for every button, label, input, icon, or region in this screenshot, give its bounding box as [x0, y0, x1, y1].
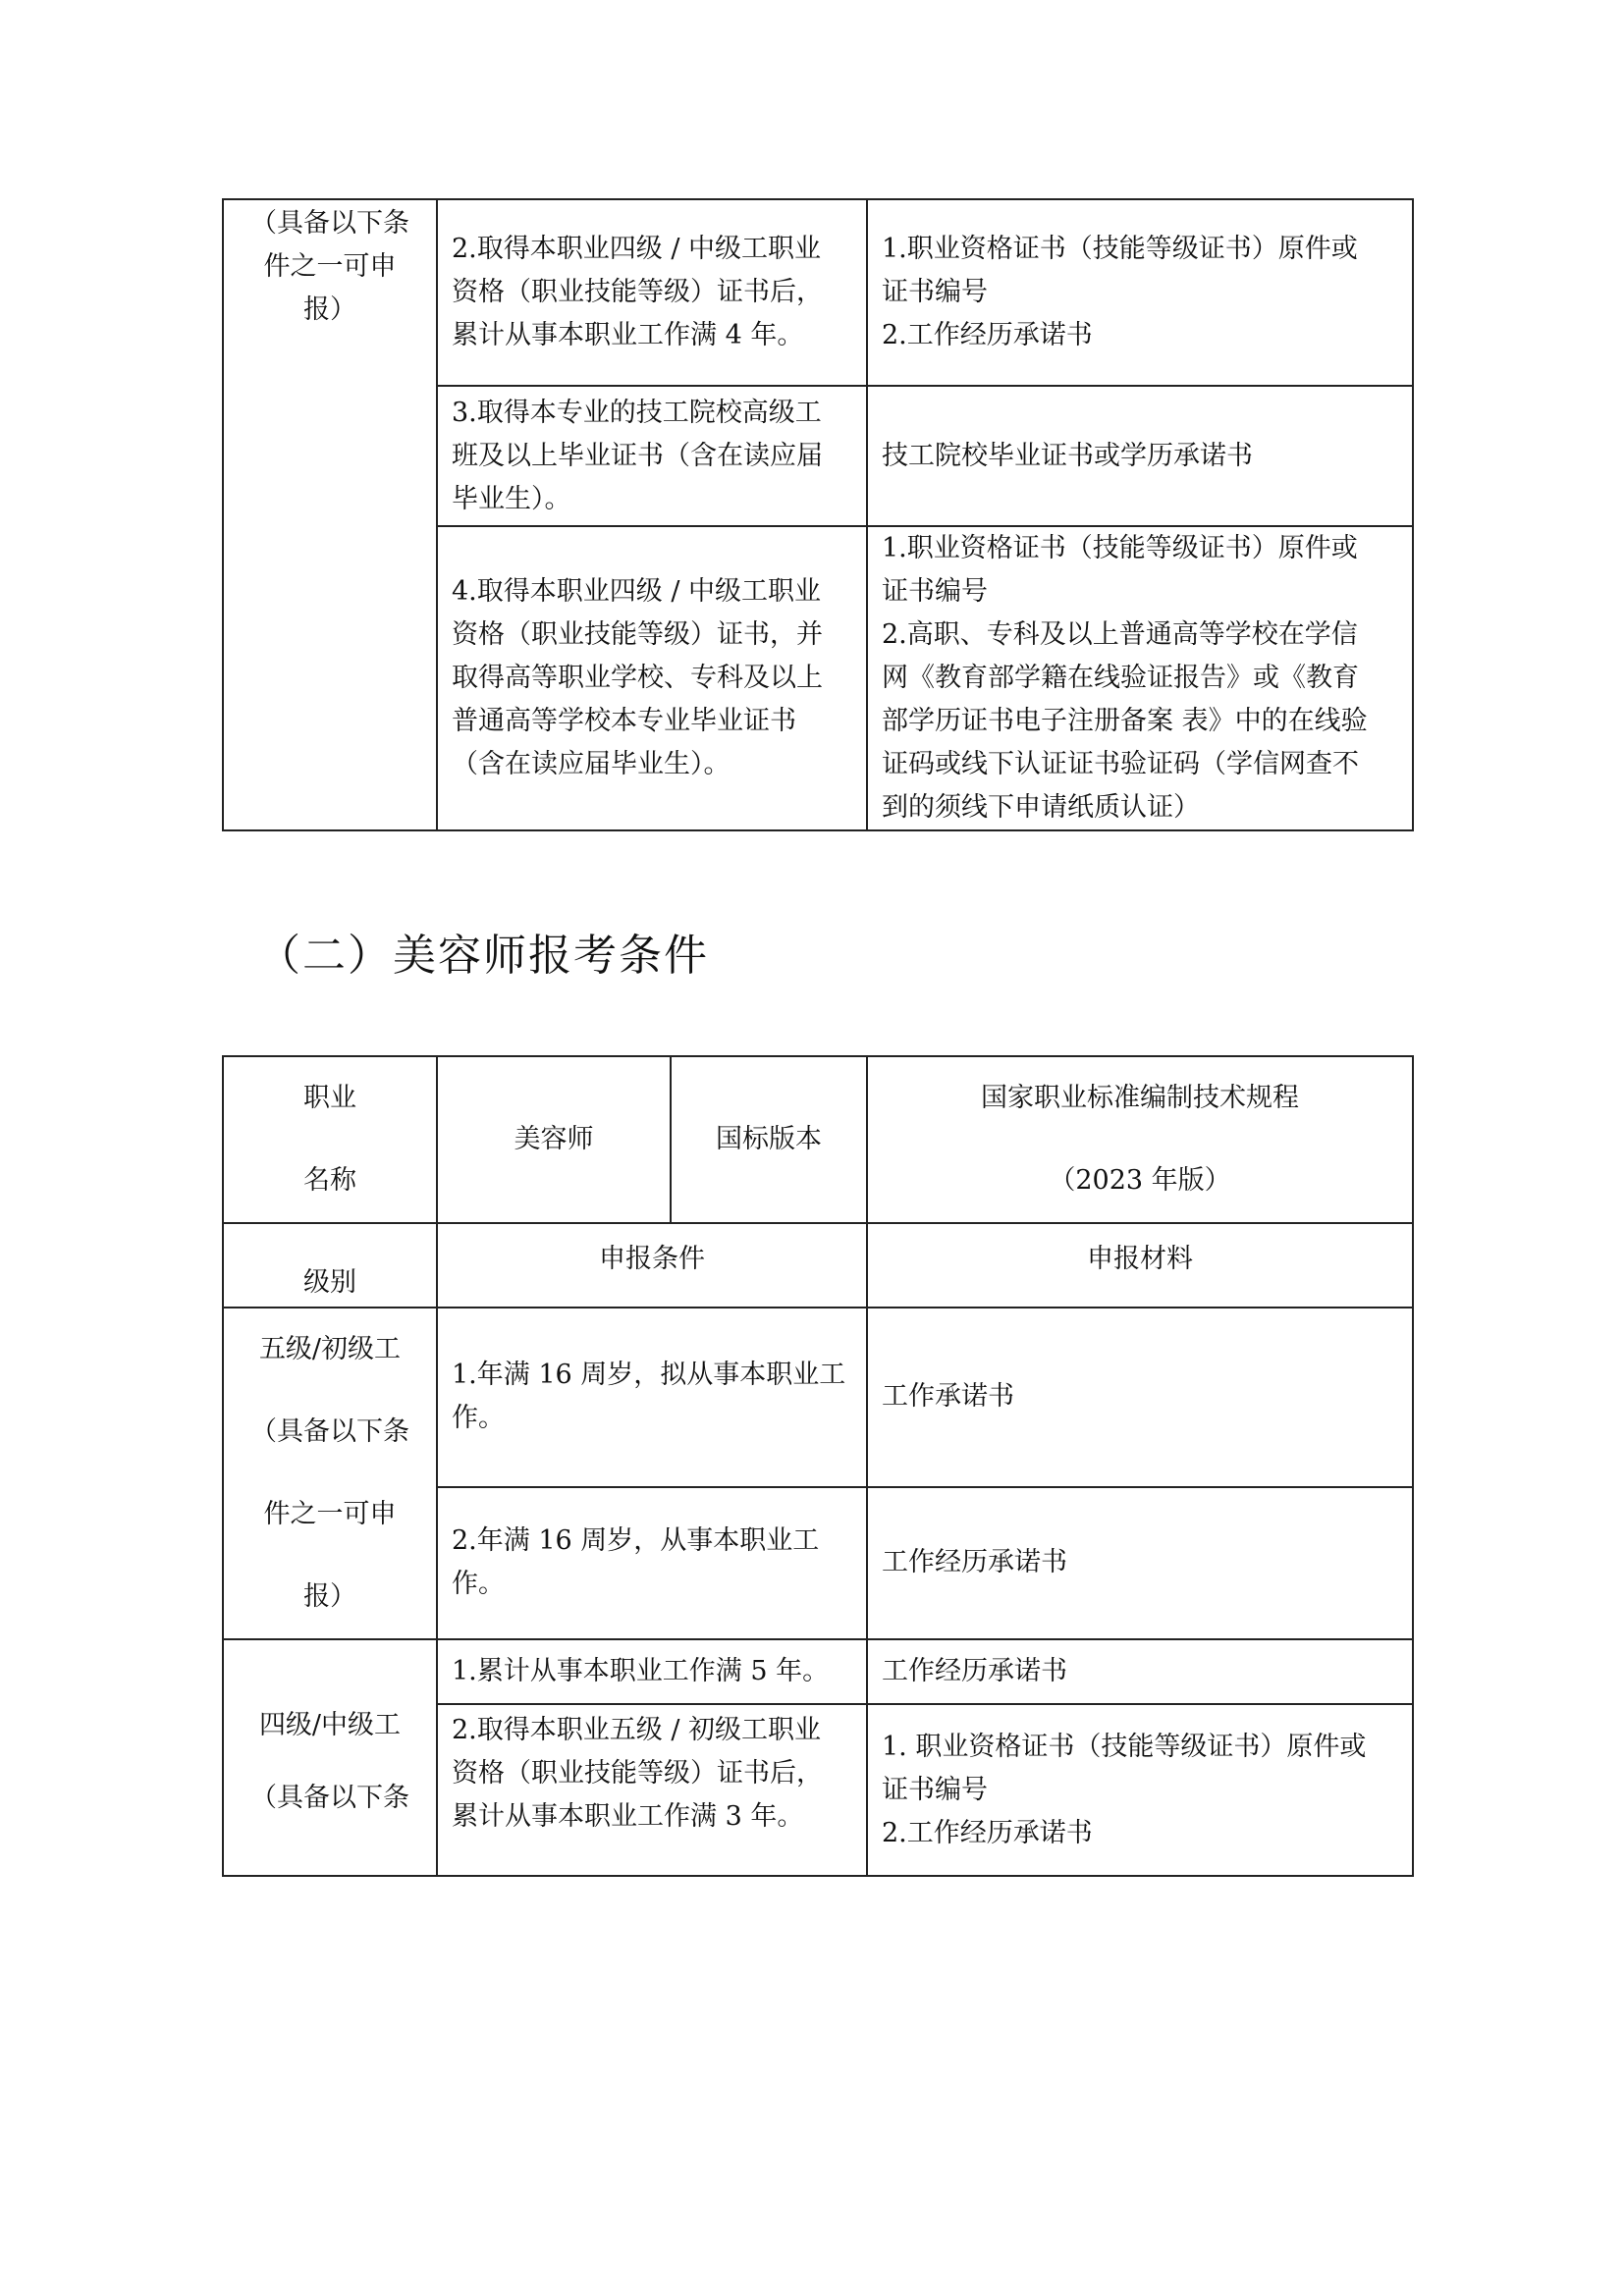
conditions-table-continued — [222, 198, 1414, 831]
condition-line: 累计从事本职业工作满 4 年。 — [452, 320, 804, 350]
standard-cell — [867, 1056, 1413, 1223]
material-header-cell: 申报材料 — [867, 1223, 1413, 1308]
condition-line: 3.取得本专业的技工院校高级工 — [452, 397, 822, 428]
condition-line: 毕业生）。 — [452, 483, 571, 514]
material-cell — [867, 1704, 1413, 1876]
material-line: 1. 职业资格证书（技能等级证书）原件或 — [882, 1731, 1367, 1762]
condition-cell — [437, 1487, 867, 1639]
material-line: 2.工作经历承诺书 — [882, 320, 1093, 350]
material-line: 证书编号 — [882, 576, 988, 607]
material-cell: 工作承诺书 — [867, 1308, 1413, 1487]
condition-line: 4.取得本职业四级 / 中级工职业 — [452, 576, 822, 607]
beautician-conditions-table — [222, 1055, 1414, 1877]
material-line: 网《教育部学籍在线验证报告》或《教育 — [882, 663, 1359, 693]
level-line: 报） — [303, 1581, 356, 1612]
level-line: 件之一可申 — [263, 251, 397, 282]
material-line: 证码或线下认证证书验证码（学信网查不 — [882, 749, 1359, 779]
level-line: 五级/初级工 — [258, 1334, 402, 1364]
level-cell — [223, 199, 437, 830]
material-line: 2.工作经历承诺书 — [882, 1817, 1093, 1848]
condition-header-cell: 申报条件 — [437, 1223, 867, 1308]
condition-cell — [437, 1308, 867, 1487]
version-label-cell: 国标版本 — [671, 1056, 867, 1223]
level-line: （具备以下条 — [250, 1783, 409, 1813]
material-line: 技工院校毕业证书或学历承诺书 — [882, 440, 1253, 471]
condition-line: 取得高等职业学校、专科及以上 — [452, 663, 823, 693]
condition-line: 1.年满 16 周岁，拟从事本职业工 — [452, 1360, 846, 1391]
material-cell: 工作经历承诺书 — [867, 1487, 1413, 1639]
level-line: 件之一可申 — [263, 1499, 397, 1529]
level-line: 报） — [303, 294, 356, 325]
standard-line: 国家职业标准编制技术规程 — [981, 1083, 1299, 1113]
section-heading: （二）美容师报考条件 — [257, 931, 709, 981]
material-cell: 工作经历承诺书 — [867, 1639, 1413, 1704]
occupation-label-cell — [223, 1056, 437, 1223]
condition-cell — [437, 199, 867, 386]
condition-line: 普通高等学校本专业毕业证书 — [452, 706, 796, 736]
condition-line: 2.取得本职业四级 / 中级工职业 — [452, 234, 822, 264]
condition-line: 班及以上毕业证书（含在读应届 — [452, 440, 823, 471]
condition-line: 资格（职业技能等级）证书后， — [452, 1758, 823, 1789]
level-line: （具备以下条 — [250, 208, 409, 239]
material-line: 1.职业资格证书（技能等级证书）原件或 — [882, 234, 1358, 264]
occupation-label-line: 职业 — [303, 1083, 356, 1113]
material-line: 1.职业资格证书（技能等级证书）原件或 — [882, 533, 1358, 563]
condition-cell: 1.累计从事本职业工作满 5 年。 — [437, 1639, 867, 1704]
level-line: 四级/中级工 — [258, 1710, 402, 1740]
condition-line: （含在读应届毕业生）。 — [452, 749, 731, 779]
condition-line: 作。 — [452, 1569, 505, 1600]
occupation-label-line: 名称 — [303, 1165, 356, 1196]
material-cell — [867, 386, 1413, 526]
condition-cell — [437, 526, 867, 830]
level4-cell — [223, 1639, 437, 1876]
condition-line: 资格（职业技能等级）证书后， — [452, 277, 823, 307]
condition-line: 2.年满 16 周岁，从事本职业工 — [452, 1525, 820, 1557]
material-line: 部学历证书电子注册备案 表》中的在线验 — [882, 706, 1368, 736]
condition-line: 累计从事本职业工作满 3 年。 — [452, 1801, 804, 1832]
occupation-name-cell: 美容师 — [437, 1056, 671, 1223]
material-cell — [867, 199, 1413, 386]
condition-line: 作。 — [452, 1403, 505, 1434]
condition-cell — [437, 386, 867, 526]
level-line: （具备以下条 — [250, 1416, 409, 1447]
condition-cell — [437, 1704, 867, 1876]
material-line: 2.高职、专科及以上普通高等学校在学信 — [882, 619, 1358, 650]
material-line: 证书编号 — [882, 1774, 988, 1805]
condition-line: 2.取得本职业五级 / 初级工职业 — [452, 1715, 822, 1745]
standard-line: （2023 年版） — [1049, 1165, 1231, 1196]
level-header-cell: 级别 — [223, 1223, 437, 1308]
condition-line: 资格（职业技能等级）证书，并 — [452, 619, 823, 650]
material-cell — [867, 526, 1413, 830]
material-line: 到的须线下申请纸质认证） — [882, 792, 1200, 823]
material-line: 证书编号 — [882, 277, 988, 307]
level5-cell — [223, 1308, 437, 1639]
